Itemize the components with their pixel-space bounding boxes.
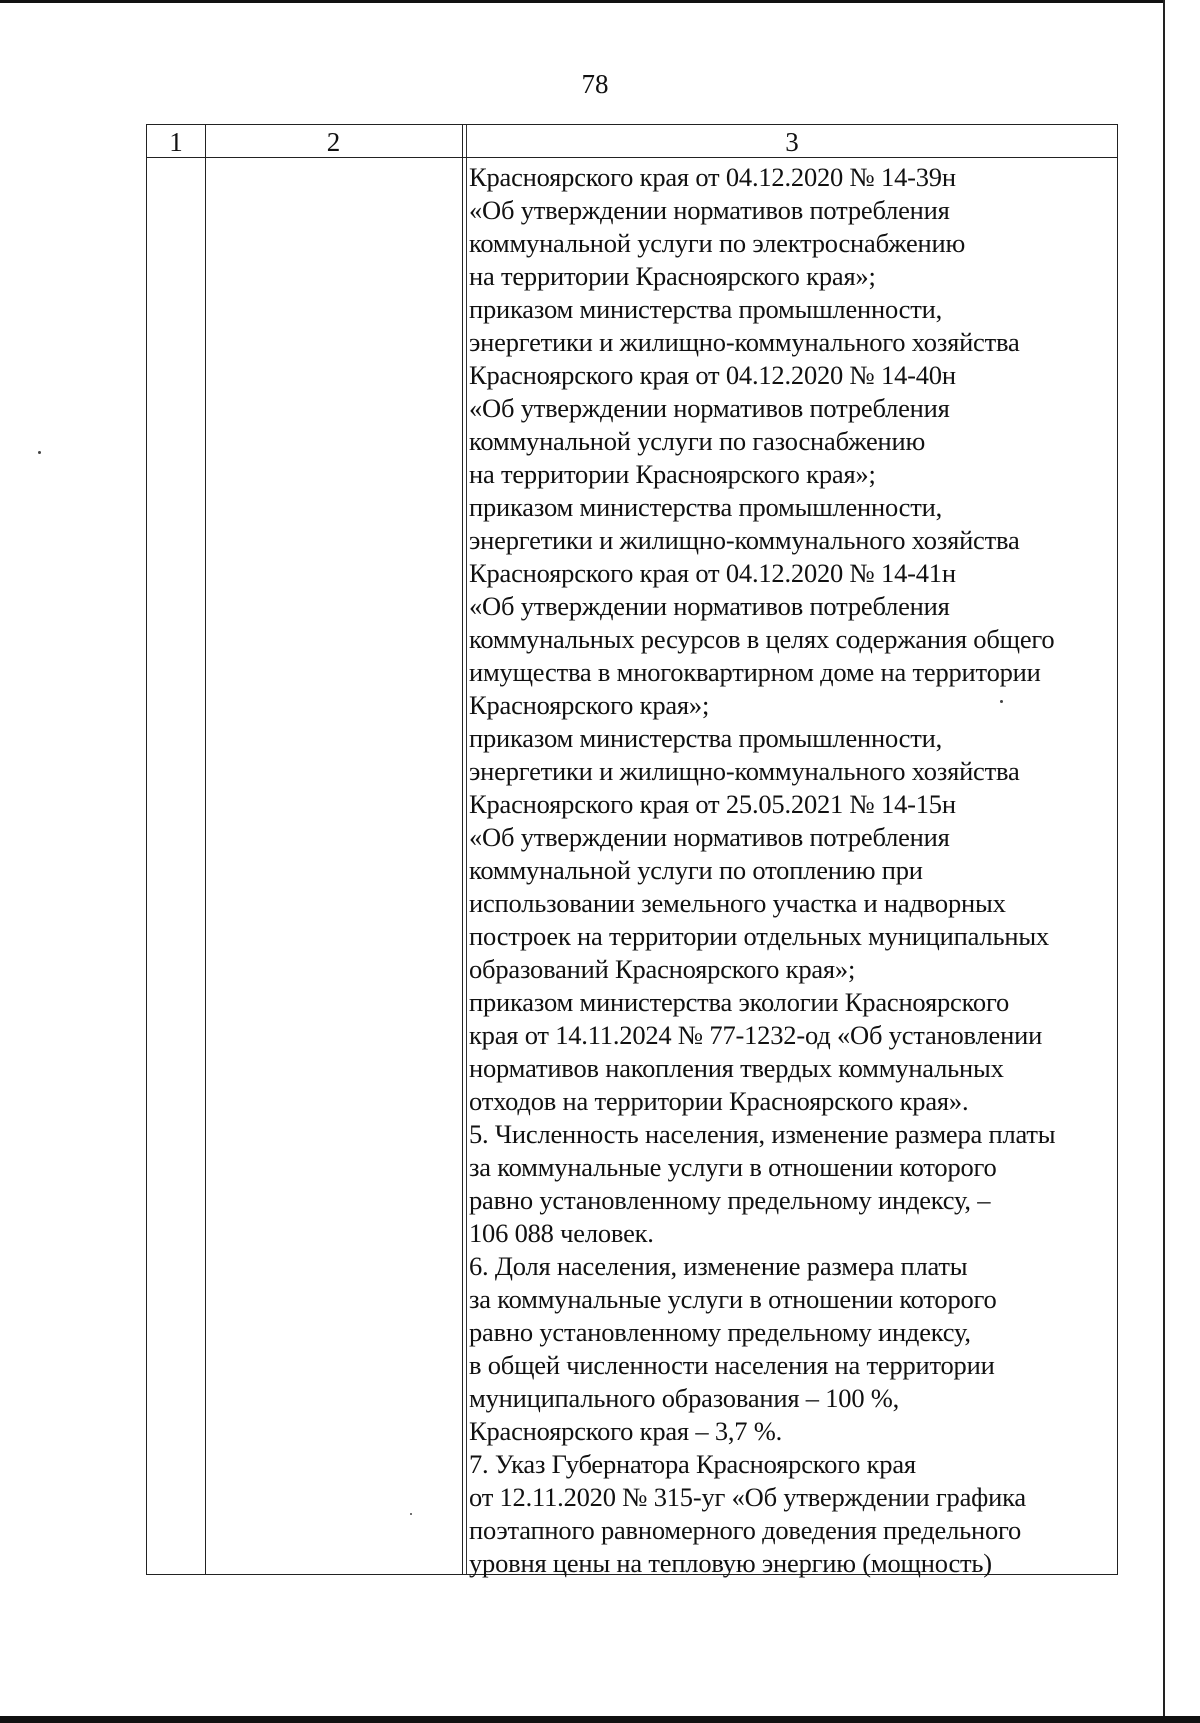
text-line: «Об утверждении нормативов потребления [469,393,950,423]
text-line: поэтапного равномерного доведения предельного [469,1515,1022,1545]
header-cell-3: 3 [785,127,799,157]
text-line: коммунальных ресурсов в целях содержания общего [469,624,1055,654]
scan-edge-right [1163,0,1165,1723]
text-line: энергетики и жилищно-коммунального хозяйства [469,327,1020,357]
text-line: на территории Красноярского края»; [469,459,876,489]
text-line: 7. Указ Губернатора Красноярского края [469,1449,916,1479]
column-3-content [469,161,1117,1580]
scan-edge-bottom [0,1716,1200,1723]
scan-speck [38,451,41,454]
text-line: имущества в многоквартирном доме на территории [469,657,1041,687]
text-line: края от 14.11.2024 № 77-1232-од «Об установлении [469,1020,1043,1050]
text-line: Красноярского края от 25.05.2021 № 14-15н [469,789,956,819]
text-line: приказом министерства промышленности, [469,492,943,522]
text-line: муниципального образования – 100 %, [469,1383,900,1413]
text-line: коммунальной услуги по газоснабжению [469,426,926,456]
text-line: использовании земельного участка и надворных [469,888,1006,918]
text-line: энергетики и жилищно-коммунального хозяйства [469,756,1020,786]
text-line: равно установленному предельному индексу, – [469,1185,991,1215]
text-line: приказом министерства экологии Красноярского [469,987,1010,1017]
text-line: 6. Доля населения, изменение размера платы [469,1251,968,1281]
document-table [146,124,1118,1578]
text-line: Красноярского края от 04.12.2020 № 14-40н [469,360,956,390]
text-line: коммунальной услуги по электроснабжению [469,228,966,258]
text-line: построек на территории отдельных муниципальных [469,921,1049,951]
text-line: «Об утверждении нормативов потребления [469,591,950,621]
text-line: нормативов накопления твердых коммунальных [469,1053,1004,1083]
header-cell-2: 2 [326,127,341,157]
column-divider [466,125,467,1574]
column-divider [205,125,206,1574]
text-line: Красноярского края – 3,7 %. [469,1416,783,1446]
text-line: в общей численности населения на территории [469,1350,995,1380]
text-line: равно установленному предельному индексу, [469,1317,971,1347]
text-line: 5. Численность населения, изменение размера платы [469,1119,1056,1149]
text-line: приказом министерства промышленности, [469,723,943,753]
text-line: Красноярского края от 04.12.2020 № 14-39н [469,162,956,192]
text-line: на территории Красноярского края»; [469,261,876,291]
text-line: Красноярского края»; [469,690,710,720]
text-line: «Об утверждении нормативов потребления [469,195,950,225]
text-line: 106 088 человек. [469,1218,654,1248]
page-number: 78 [581,69,609,99]
text-line: коммунальной услуги по отоплению при [469,855,923,885]
text-line: отходов на территории Красноярского края». [469,1086,969,1116]
text-line: «Об утверждении нормативов потребления [469,822,950,852]
header-divider [147,157,1117,158]
text-line: уровня цены на тепловую энергию (мощность) [469,1548,992,1578]
text-line: энергетики и жилищно-коммунального хозяйства [469,525,1020,555]
header-cell-1: 1 [169,127,183,157]
text-line: приказом министерства промышленности, [469,294,943,324]
column-divider [462,125,463,1574]
text-line: за коммунальные услуги в отношении которого [469,1152,997,1182]
scan-edge-top [0,0,1165,3]
text-line: за коммунальные услуги в отношении которого [469,1284,997,1314]
text-line: образований Красноярского края»; [469,954,856,984]
text-line: от 12.11.2020 № 315-уг «Об утверждении графика [469,1482,1026,1512]
text-line: Красноярского края от 04.12.2020 № 14-41н [469,558,956,588]
